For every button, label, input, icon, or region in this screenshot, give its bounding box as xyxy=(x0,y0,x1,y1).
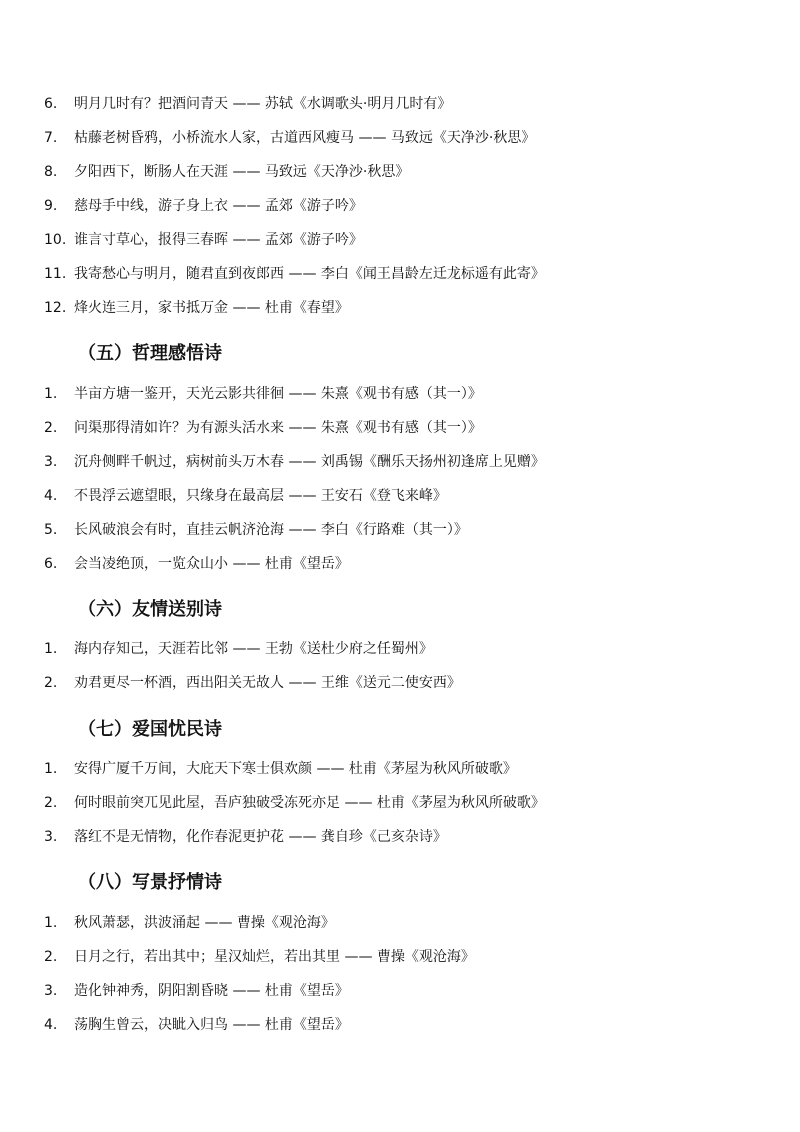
list-item xyxy=(44,980,349,1002)
item-text: 不畏浮云遮望眼，只缘身在最高层 —— 王安石《登飞来峰》 xyxy=(74,488,447,504)
item-number: 1. xyxy=(44,761,58,777)
item-text: 谁言寸草心，报得三春晖 —— 孟郊《游子吟》 xyxy=(74,232,363,248)
list-item xyxy=(44,127,535,149)
list-item xyxy=(44,553,349,575)
list-item xyxy=(44,758,517,780)
item-text: 落红不是无情物，化作春泥更护花 —— 龚自珍《己亥杂诗》 xyxy=(74,829,447,845)
list-item xyxy=(44,519,468,541)
item-number: 1. xyxy=(44,915,58,931)
item-number: 4. xyxy=(44,1017,58,1033)
list-item xyxy=(44,451,545,473)
list-item xyxy=(44,638,433,660)
item-number: 8. xyxy=(44,164,58,180)
section-heading: （八）写景抒情诗 xyxy=(78,872,222,893)
item-text: 劝君更尽一杯酒，西出阳关无故人 —— 王维《送元二使安西》 xyxy=(74,675,461,691)
section-heading: （五）哲理感悟诗 xyxy=(78,343,222,364)
item-number: 12. xyxy=(44,300,67,316)
item-text: 枯藤老树昏鸦，小桥流水人家，古道西风瘦马 —— 马致远《天净沙·秋思》 xyxy=(74,130,536,146)
item-text: 何时眼前突兀见此屋，吾庐独破受冻死亦足 —— 杜甫《茅屋为秋风所破歌》 xyxy=(74,795,545,811)
list-item xyxy=(44,297,349,319)
section-heading: （七）爱国忧民诗 xyxy=(78,719,222,740)
item-text: 会当凌绝顶，一览众山小 —— 杜甫《望岳》 xyxy=(74,556,349,572)
item-number: 2. xyxy=(44,795,58,811)
item-text: 烽火连三月，家书抵万金 —— 杜甫《春望》 xyxy=(74,300,349,316)
list-item xyxy=(44,1014,349,1036)
list-item xyxy=(44,912,335,934)
item-number: 5. xyxy=(44,522,58,538)
item-number: 11. xyxy=(44,266,67,282)
list-item xyxy=(44,383,482,405)
item-number: 2. xyxy=(44,420,58,436)
item-number: 2. xyxy=(44,675,58,691)
item-text: 日月之行，若出其中；星汉灿烂，若出其里 —— 曹操《观沧海》 xyxy=(74,949,475,965)
item-number: 3. xyxy=(44,454,58,470)
item-number: 1. xyxy=(44,386,58,402)
list-item xyxy=(44,946,475,968)
item-text: 夕阳西下，断肠人在天涯 —— 马致远《天净沙·秋思》 xyxy=(74,164,410,180)
item-text: 长风破浪会有时，直挂云帆济沧海 —— 李白《行路难（其一）》 xyxy=(74,522,468,538)
item-text: 问渠那得清如许？为有源头活水来 —— 朱熹《观书有感（其一）》 xyxy=(74,420,482,436)
item-number: 4. xyxy=(44,488,58,504)
list-item xyxy=(44,826,447,848)
item-text: 沉舟侧畔千帆过，病树前头万木春 —— 刘禹锡《酬乐天扬州初逢席上见赠》 xyxy=(74,454,545,470)
item-text: 安得广厦千万间，大庇天下寒士俱欢颜 —— 杜甫《茅屋为秋风所破歌》 xyxy=(74,761,517,777)
list-item xyxy=(44,263,545,285)
item-number: 9. xyxy=(44,198,58,214)
list-item xyxy=(44,485,447,507)
item-number: 6. xyxy=(44,96,58,112)
item-text: 慈母手中线，游子身上衣 —— 孟郊《游子吟》 xyxy=(74,198,363,214)
item-number: 3. xyxy=(44,983,58,999)
item-text: 半亩方塘一鉴开，天光云影共徘徊 —— 朱熹《观书有感（其一）》 xyxy=(74,386,482,402)
list-item xyxy=(44,195,363,217)
item-number: 3. xyxy=(44,829,58,845)
item-text: 造化钟神秀，阴阳割昏晓 —— 杜甫《望岳》 xyxy=(74,983,349,999)
item-text: 我寄愁心与明月，随君直到夜郎西 —— 李白《闻王昌龄左迁龙标遥有此寄》 xyxy=(74,266,545,282)
list-item xyxy=(44,229,363,251)
item-text: 海内存知己，天涯若比邻 —— 王勃《送杜少府之任蜀州》 xyxy=(74,641,433,657)
item-text: 荡胸生曾云，决眦入归鸟 —— 杜甫《望岳》 xyxy=(74,1017,349,1033)
item-number: 10. xyxy=(44,232,67,248)
item-number: 7. xyxy=(44,130,58,146)
item-text: 秋风萧瑟，洪波涌起 —— 曹操《观沧海》 xyxy=(74,915,335,931)
list-item xyxy=(44,672,461,694)
item-text: 明月几时有？把酒问青天 —— 苏轼《水调歌头·明月几时有》 xyxy=(74,96,452,112)
item-number: 1. xyxy=(44,641,58,657)
list-item xyxy=(44,161,409,183)
list-item xyxy=(44,417,482,439)
section-heading: （六）友情送别诗 xyxy=(78,599,222,620)
item-number: 6. xyxy=(44,556,58,572)
item-number: 2. xyxy=(44,949,58,965)
list-item xyxy=(44,93,451,115)
list-item xyxy=(44,792,545,814)
